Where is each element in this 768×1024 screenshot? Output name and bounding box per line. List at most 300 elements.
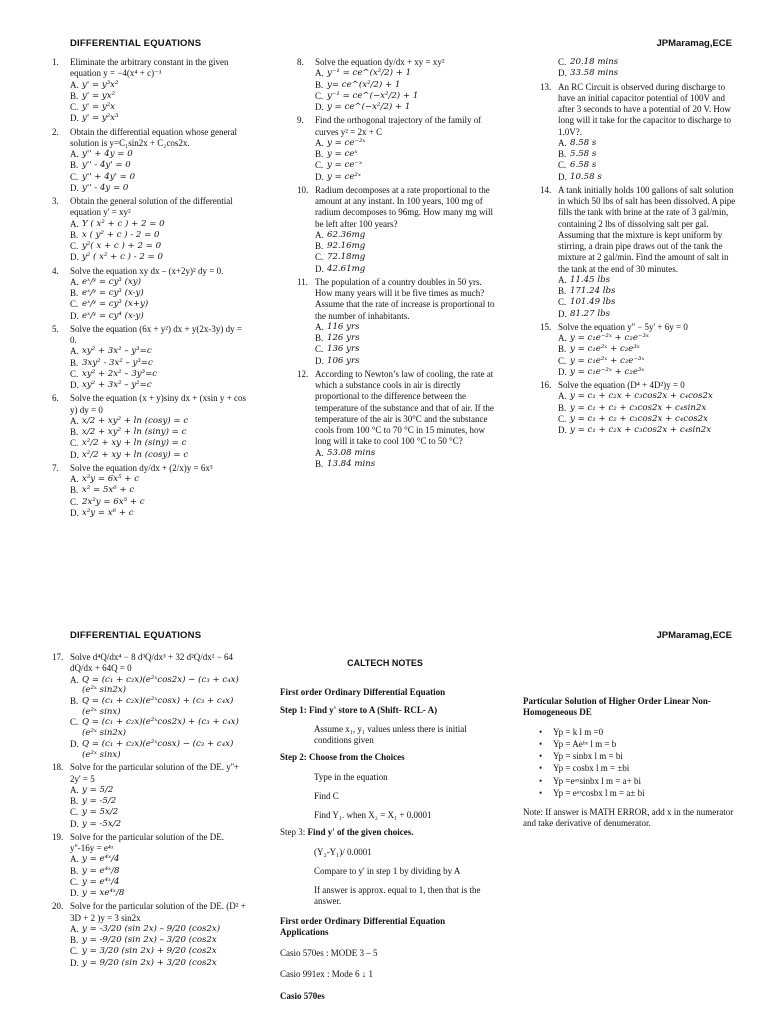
question-text: Solve the equation (D⁴ + 4D²)y = 0 <box>558 380 685 390</box>
option-text: y'' + 4y' = 0 <box>82 171 136 182</box>
answer-option <box>70 474 248 485</box>
option-text: y = c₁e²ˣ + c₂e³ˣ <box>570 344 640 355</box>
answer-option <box>70 311 248 322</box>
answer-option <box>70 958 248 969</box>
question-number: 6. <box>52 393 59 404</box>
option-text: y = ce⁻ˣ <box>327 160 363 171</box>
option-letter: C. <box>315 160 324 171</box>
answer-option <box>315 264 497 275</box>
option-letter: A. <box>70 923 79 934</box>
answer-options <box>70 149 248 194</box>
list-item: • Yp =eᵃˣsinbx l m = a+ bi <box>539 775 641 786</box>
option-letter: D. <box>70 957 79 968</box>
list-item: • Yp = Aeᵇˣ l m = b <box>539 738 617 749</box>
answer-option <box>70 91 248 102</box>
option-letter: C. <box>70 299 79 310</box>
option-letter: B. <box>315 79 324 90</box>
option-letter: C. <box>70 496 79 507</box>
option-text: 42.61mg <box>327 263 366 274</box>
notes-title: CALTECH NOTES <box>347 658 423 668</box>
option-text: y = 5/2 <box>82 784 114 795</box>
answer-option <box>315 172 497 183</box>
answer-options <box>315 138 497 183</box>
option-text: y = -5/2 <box>82 796 117 807</box>
option-letter: A. <box>315 68 324 79</box>
answer-option <box>315 241 497 252</box>
column-1 <box>52 652 248 971</box>
question-text: Radium decomposes at a rate proportional to the amount at any instant. In 100 years, 100 mg of radium decomposes to 96mg. How many mg will be left after 100 years? <box>315 184 493 229</box>
option-letter: B. <box>70 229 79 240</box>
answer-option <box>315 80 497 91</box>
option-letter: A. <box>70 218 79 229</box>
option-text: 33.58 mins <box>570 68 619 79</box>
answer-option <box>315 322 497 333</box>
answer-option <box>558 425 740 436</box>
answer-option <box>70 149 248 160</box>
question-item <box>540 185 740 320</box>
option-letter: B. <box>70 357 79 368</box>
question-item <box>297 185 497 275</box>
option-text: 3xy² - 3x² – y³=c <box>82 357 153 368</box>
option-text: y = e⁴ˣ/4 <box>82 876 120 887</box>
question-text: Solve the equation dy/dx + xy = xy² <box>315 57 445 67</box>
option-text: eˣ/ʸ = cy³ (x-y) <box>82 288 144 298</box>
option-text: y'' - 4y' = 0 <box>82 160 131 171</box>
step-2-line: Find Y₁. when X₂ = X₁ + 0.0001 <box>314 810 432 820</box>
option-text: y = ce⁻²ˣ <box>327 137 366 148</box>
answer-options <box>558 391 740 436</box>
question-item <box>52 266 248 322</box>
answer-option <box>70 450 248 461</box>
answer-option <box>558 403 740 414</box>
step-3-line: If answer is approx. equal to 1, then that is the answer. <box>314 885 481 907</box>
option-letter: B. <box>70 288 79 298</box>
question-item <box>52 901 248 969</box>
question-item <box>297 57 497 113</box>
page-2 <box>0 620 768 1024</box>
option-text: eˣ/ʸ = cy⁴ (x-y) <box>82 310 144 321</box>
option-text: 72.18mg <box>327 252 366 263</box>
option-letter: B. <box>70 427 79 437</box>
answer-option <box>70 102 248 113</box>
option-text: y²( x + c ) + 2 = 0 <box>82 241 162 251</box>
option-letter: C. <box>70 171 79 182</box>
option-letter: D. <box>70 507 79 518</box>
answer-option <box>558 367 740 378</box>
answer-option <box>558 333 740 344</box>
answer-option <box>558 286 740 297</box>
option-text: xy² + 2x² – 3y³=c <box>82 368 158 379</box>
step-3-heading <box>280 827 490 838</box>
option-text: 8.58 s <box>570 137 597 148</box>
option-letter: A. <box>70 674 79 685</box>
answer-option <box>558 149 740 160</box>
answer-option <box>70 675 248 696</box>
answer-option <box>70 924 248 935</box>
question-number: 20. <box>52 901 64 912</box>
answer-option <box>70 785 248 796</box>
answer-options <box>315 322 497 367</box>
step-2-heading: Step 2: Choose from the Choices <box>280 752 405 763</box>
step-3-prefix: Step 3: <box>280 827 308 838</box>
list-item: • Yp = k l m =0 <box>539 726 604 737</box>
option-text: y' = yx² <box>82 90 116 101</box>
step-3-bold: Find y' of the given choices. <box>307 827 414 838</box>
option-letter: A. <box>558 137 567 148</box>
answer-option <box>70 717 248 738</box>
answer-option <box>70 438 248 449</box>
question-number: 15. <box>540 321 552 332</box>
option-letter: C. <box>558 57 567 67</box>
answer-options <box>70 854 248 899</box>
answer-option <box>70 80 248 91</box>
option-letter: A. <box>70 346 79 357</box>
option-text: y' = y³x² <box>82 79 119 90</box>
answer-option <box>70 113 248 124</box>
answer-option <box>70 696 248 717</box>
option-letter: A. <box>70 474 79 484</box>
question-item <box>297 277 497 367</box>
answer-option <box>558 172 740 183</box>
option-text: 81.27 lbs <box>570 308 610 319</box>
question-text: Solve for the particular solution of the DE. y''+ 2y' = 5 <box>70 762 240 784</box>
question-text: According to Newton’s law of cooling, the rate at which a substance cools in air is directly proportional to the difference between the temperature of the substance and that of air. If the temperature of the air is 30°C and the substance cools from 100 °C to 70 °C in 15 minutes, how long will it take to cool 100 °C to 50 °C? <box>315 368 494 447</box>
option-letter: D. <box>558 425 567 435</box>
option-letter: A. <box>315 321 324 332</box>
answer-option <box>70 819 248 830</box>
question-number: 16. <box>540 380 552 390</box>
question-number: 1. <box>52 57 59 67</box>
option-text: y⁻¹ = ce^(−x²/2) + 1 <box>327 90 419 101</box>
answer-option <box>315 459 497 470</box>
option-letter: A. <box>558 333 567 343</box>
option-letter: B. <box>315 458 324 469</box>
option-letter: B. <box>70 796 79 807</box>
option-text: 13.84 mins <box>327 458 376 469</box>
question-number: 19. <box>52 831 64 842</box>
answer-options <box>558 57 740 80</box>
particular-solution-notes <box>523 696 738 830</box>
answer-option <box>70 807 248 818</box>
option-text: 2x²y = 6x⁵ + c <box>82 496 145 507</box>
option-text: x/2 + xy² + ln (cosy) = c <box>82 415 189 426</box>
option-text: y = -5x/2 <box>82 818 122 829</box>
answer-option <box>70 796 248 807</box>
option-text: y = e⁴ˣ/8 <box>82 865 120 876</box>
option-text: Q = (c₁ + c₂x)(e²ˣcos2x) − (c₃ + c₄x)(e²ˣ sin2x) <box>82 674 239 696</box>
question-text: Solve the equation dy/dx + (2/x)y = 6x³ <box>70 462 213 473</box>
option-text: y = ce^(−x²/2) + 1 <box>327 102 411 112</box>
option-text: xy² + 3x² – y³=c <box>82 346 152 357</box>
question-number: 10. <box>297 184 309 195</box>
casio-line: Casio 570es : MODE 3 – 5 <box>280 948 378 958</box>
option-letter: B. <box>70 865 79 876</box>
option-letter: D. <box>558 366 567 377</box>
option-text: xy² + 3x² – y²=c <box>82 380 152 390</box>
answer-options <box>70 416 248 461</box>
answer-options <box>70 924 248 969</box>
option-letter: C. <box>70 946 79 957</box>
question-item <box>540 57 740 80</box>
question-item <box>52 196 248 264</box>
option-text: 20.18 mins <box>570 57 619 67</box>
question-number: 4. <box>52 265 59 276</box>
answer-option <box>70 299 248 310</box>
option-text: 6.58 s <box>570 160 597 171</box>
question-item <box>540 322 740 378</box>
question-text: Obtain the differential equation whose general solution is y=C₁sin2x + C₂cos2x. <box>70 126 238 148</box>
answer-option <box>70 877 248 888</box>
step-1-heading: Step 1: Find y' store to A (Shift- RCL- A) <box>280 704 438 715</box>
option-text: 136 yrs <box>327 344 360 355</box>
list-item: • Yp = sinbx l m = bi <box>539 751 623 761</box>
option-letter: A. <box>315 447 324 458</box>
question-text: Obtain the general solution of the differential equation y' = xy² <box>70 196 233 218</box>
question-number: 7. <box>52 462 59 473</box>
answer-options <box>315 230 497 275</box>
option-letter: C. <box>558 297 567 308</box>
question-text: Solve the equation y'' − 5y' + 6y = 0 <box>558 321 688 332</box>
question-text: The population of a country doubles in 50 yrs. How many years will it be five times as much? Assume that the rate of increase is proportional to the number of inhabitants. <box>315 276 495 321</box>
answer-option <box>558 309 740 320</box>
option-letter: C. <box>70 876 79 887</box>
answer-option <box>558 68 740 79</box>
option-text: y = c₁e⁻²ˣ + c₂e³ˣ <box>570 366 645 377</box>
option-text: Q = (c₁ + c₂x)(e²ˣcosx) + (c₃ + c₄x)(e²ˣ sinx) <box>82 695 234 717</box>
option-text: y = -3/20 (sin 2x) – 9/20 (cos2x) <box>82 923 221 934</box>
answer-option <box>70 427 248 438</box>
column-2 <box>297 57 497 472</box>
answer-option <box>315 91 497 102</box>
option-letter: C. <box>70 241 79 251</box>
option-text: x/2 + xy² + ln (siny) = c <box>82 427 187 437</box>
option-text: y = -9/20 (sin 2x) – 3/20 (cos2x <box>82 935 217 946</box>
answer-option <box>70 219 248 230</box>
option-text: Q = (c₁ + c₂x)(e²ˣcos2x) + (c₃ + c₄x)(e²ˣ sin2x) <box>82 717 239 739</box>
math-error-note: Note: If answer is MATH ERROR, add x in the numerator and take derivative of denumerator. <box>523 807 734 829</box>
question-number: 12. <box>297 368 309 379</box>
option-text: 5.58 s <box>570 149 597 159</box>
question-text: Solve for the particular solution of the DE. (D² + 3D + 2 )y = 3 sin2x <box>70 901 246 923</box>
option-letter: B. <box>70 90 79 101</box>
option-letter: B. <box>70 695 79 706</box>
answer-option <box>315 138 497 149</box>
option-letter: B. <box>70 160 79 171</box>
option-text: y = ceˣ <box>327 149 358 159</box>
question-text: Find the orthogonal trajectory of the family of curves y² = 2x + C <box>315 115 482 137</box>
option-letter: D. <box>70 182 79 193</box>
notes-section-heading: First order Ordinary Differential Equation <box>280 687 446 698</box>
option-text: 101.49 lbs <box>570 297 616 308</box>
answer-option <box>70 485 248 496</box>
casio-line: Casio 991ex : Mode 6 ↓ 1 <box>280 969 373 980</box>
answer-option <box>558 297 740 308</box>
option-text: eˣ/ʸ = cy³ (x+y) <box>82 299 149 310</box>
question-text: Solve d⁴Q/dx⁴ − 8 d³Q/dx³ + 32 d²Q/dx² − 64 dQ/dx + 64Q = 0 <box>70 652 234 674</box>
option-text: y= ce^(x²/2) + 1 <box>327 79 401 90</box>
question-number: 2. <box>52 126 59 137</box>
answer-option <box>315 68 497 79</box>
option-text: y = c₁ + c₂ + c₃cos2x + c₄cos2x <box>570 413 708 424</box>
step-2-line: Find C <box>314 790 339 801</box>
page-header-title: DIFFERENTIAL EQUATIONS <box>70 630 202 641</box>
particular-list <box>539 727 738 800</box>
option-letter: A. <box>315 229 324 240</box>
answer-option <box>70 369 248 380</box>
caltech-notes <box>280 658 490 1002</box>
option-letter: A. <box>70 276 79 287</box>
answer-option <box>558 57 740 68</box>
question-number: 11. <box>297 276 308 287</box>
option-letter: C. <box>70 438 79 449</box>
page-header-author: JPMaramag,ECE <box>656 630 732 641</box>
option-letter: A. <box>70 79 79 90</box>
column-1 <box>52 57 248 521</box>
option-letter: B. <box>558 149 567 159</box>
option-text: y² ( x² + c ) - 2 = 0 <box>82 252 163 263</box>
option-text: eˣ/ʸ = cy³ (xy) <box>82 276 142 287</box>
answer-option <box>70 854 248 865</box>
answer-option <box>558 275 740 286</box>
question-item <box>52 127 248 195</box>
answer-option <box>70 241 248 252</box>
option-text: y = 9/20 (sin 2x) + 3/20 (cos2x <box>82 957 217 968</box>
option-text: y = c₁e²ˣ + c₂e⁻³ˣ <box>570 355 645 366</box>
option-letter: C. <box>315 90 324 101</box>
list-item: • Yp = eᵃˣcosbx l m = a± bi <box>539 787 645 798</box>
answer-options <box>558 275 740 320</box>
answer-options <box>558 333 740 378</box>
option-text: y = e⁴ˣ/4 <box>82 854 120 865</box>
option-letter: D. <box>70 738 79 749</box>
question-item <box>52 652 248 760</box>
option-letter: C. <box>558 160 567 171</box>
question-item <box>297 115 497 183</box>
answer-option <box>70 416 248 427</box>
option-text: 11.45 lbs <box>570 274 610 285</box>
answer-options <box>315 448 497 471</box>
question-item <box>52 324 248 392</box>
question-text: Solve the equation xy dx – (x+2y)² dy = 0. <box>70 265 224 276</box>
option-text: x²/2 + xy + ln (siny) = c <box>82 438 187 449</box>
option-text: y' = y²x³ <box>82 113 119 124</box>
option-letter: D. <box>70 113 79 124</box>
answer-option <box>70 230 248 241</box>
answer-option <box>558 414 740 425</box>
option-text: Y ( x² + c ) + 2 = 0 <box>82 218 165 229</box>
answer-options <box>70 675 248 761</box>
option-text: x²/2 + xy + ln (cosy) = c <box>82 449 189 460</box>
option-text: 62.36mg <box>327 229 366 240</box>
option-letter: A. <box>70 149 79 159</box>
answer-option <box>70 508 248 519</box>
step-1-body: Assume x₁, y₁ values unless there is initial conditions given <box>314 723 467 745</box>
answer-option <box>315 448 497 459</box>
answer-option <box>70 160 248 171</box>
answer-option <box>70 866 248 877</box>
option-letter: B. <box>70 935 79 946</box>
option-text: 116 yrs <box>327 321 360 332</box>
option-text: 92.16mg <box>327 241 366 251</box>
answer-option <box>558 391 740 402</box>
option-letter: D. <box>70 449 79 460</box>
option-letter: A. <box>558 391 567 402</box>
option-letter: A. <box>315 137 324 148</box>
option-letter: C. <box>315 252 324 263</box>
answer-option <box>558 138 740 149</box>
option-text: y'' + 4y = 0 <box>82 149 133 159</box>
question-number: 5. <box>52 323 59 334</box>
answer-options <box>558 138 740 183</box>
option-letter: D. <box>70 310 79 321</box>
answer-option <box>70 358 248 369</box>
option-letter: B. <box>558 344 567 355</box>
answer-options <box>70 346 248 391</box>
question-number: 18. <box>52 762 64 773</box>
answer-option <box>558 356 740 367</box>
answer-option <box>315 333 497 344</box>
option-letter: D. <box>558 171 567 182</box>
step-3-line: Compare to y' in step 1 by dividing by A <box>314 865 461 876</box>
answer-options <box>70 474 248 519</box>
option-text: Q = (c₁ + c₂x)(e²ˣcosx) − (c₃ + c₄x)(e²ˣ sinx) <box>82 738 234 760</box>
option-letter: B. <box>315 333 324 343</box>
question-text: Solve for the particular solution of the DE. y''-16y = e⁴ˣ <box>70 831 224 854</box>
answer-options <box>70 219 248 264</box>
answer-option <box>315 230 497 241</box>
option-letter: C. <box>315 344 324 355</box>
answer-option <box>315 102 497 113</box>
question-text: An RC Circuit is observed during discharge to have an initial capacitor potential of 100V and after 3 seconds to have a potential of 20 V. How long will it take for the capacitor to discharge to 1.0V?. <box>558 81 732 137</box>
question-text: Solve the equation (6x + y²) dx + y(2x-3y) dy = 0. <box>70 323 242 345</box>
answer-option <box>70 252 248 263</box>
answer-option <box>70 277 248 288</box>
question-text: Solve the equation (x + y)siny dx + (xsin y + cos y) dy = 0 <box>70 393 246 415</box>
step-3-line: (Y₂-Y₁)/ 0.0001 <box>314 846 372 857</box>
answer-option <box>70 497 248 508</box>
option-text: y = c₁ + c₂ + c₃cos2x + c₄sin2x <box>570 402 707 413</box>
answer-option <box>315 160 497 171</box>
option-text: x ( y² + c ) - 2 = 0 <box>82 229 160 240</box>
answer-option <box>315 149 497 160</box>
answer-options <box>70 277 248 322</box>
answer-options <box>70 785 248 830</box>
page-header-author: JPMaramag,ECE <box>656 38 732 49</box>
option-text: y'' - 4y = 0 <box>82 182 129 193</box>
option-text: y = c₁ + c₂x + c₃cos2x + c₄sin2x <box>570 425 712 435</box>
question-number: 13. <box>540 81 552 92</box>
answer-option <box>315 252 497 263</box>
answer-option <box>70 946 248 957</box>
option-letter: C. <box>70 717 79 728</box>
answer-option <box>558 344 740 355</box>
page-header-title: DIFFERENTIAL EQUATIONS <box>70 38 202 49</box>
option-letter: D. <box>315 171 324 182</box>
answer-option <box>70 739 248 760</box>
question-item <box>297 369 497 470</box>
option-letter: C. <box>70 368 79 379</box>
option-letter: B. <box>558 402 567 413</box>
option-letter: B. <box>70 485 79 496</box>
answer-option <box>70 346 248 357</box>
answer-option <box>558 160 740 171</box>
option-letter: B. <box>558 286 567 296</box>
option-letter: D. <box>70 380 79 390</box>
option-text: y = 5x/2 <box>82 807 119 818</box>
answer-options <box>70 80 248 125</box>
applications-heading: First order Ordinary Differential Equation Applications <box>280 915 446 937</box>
answer-option <box>70 888 248 899</box>
